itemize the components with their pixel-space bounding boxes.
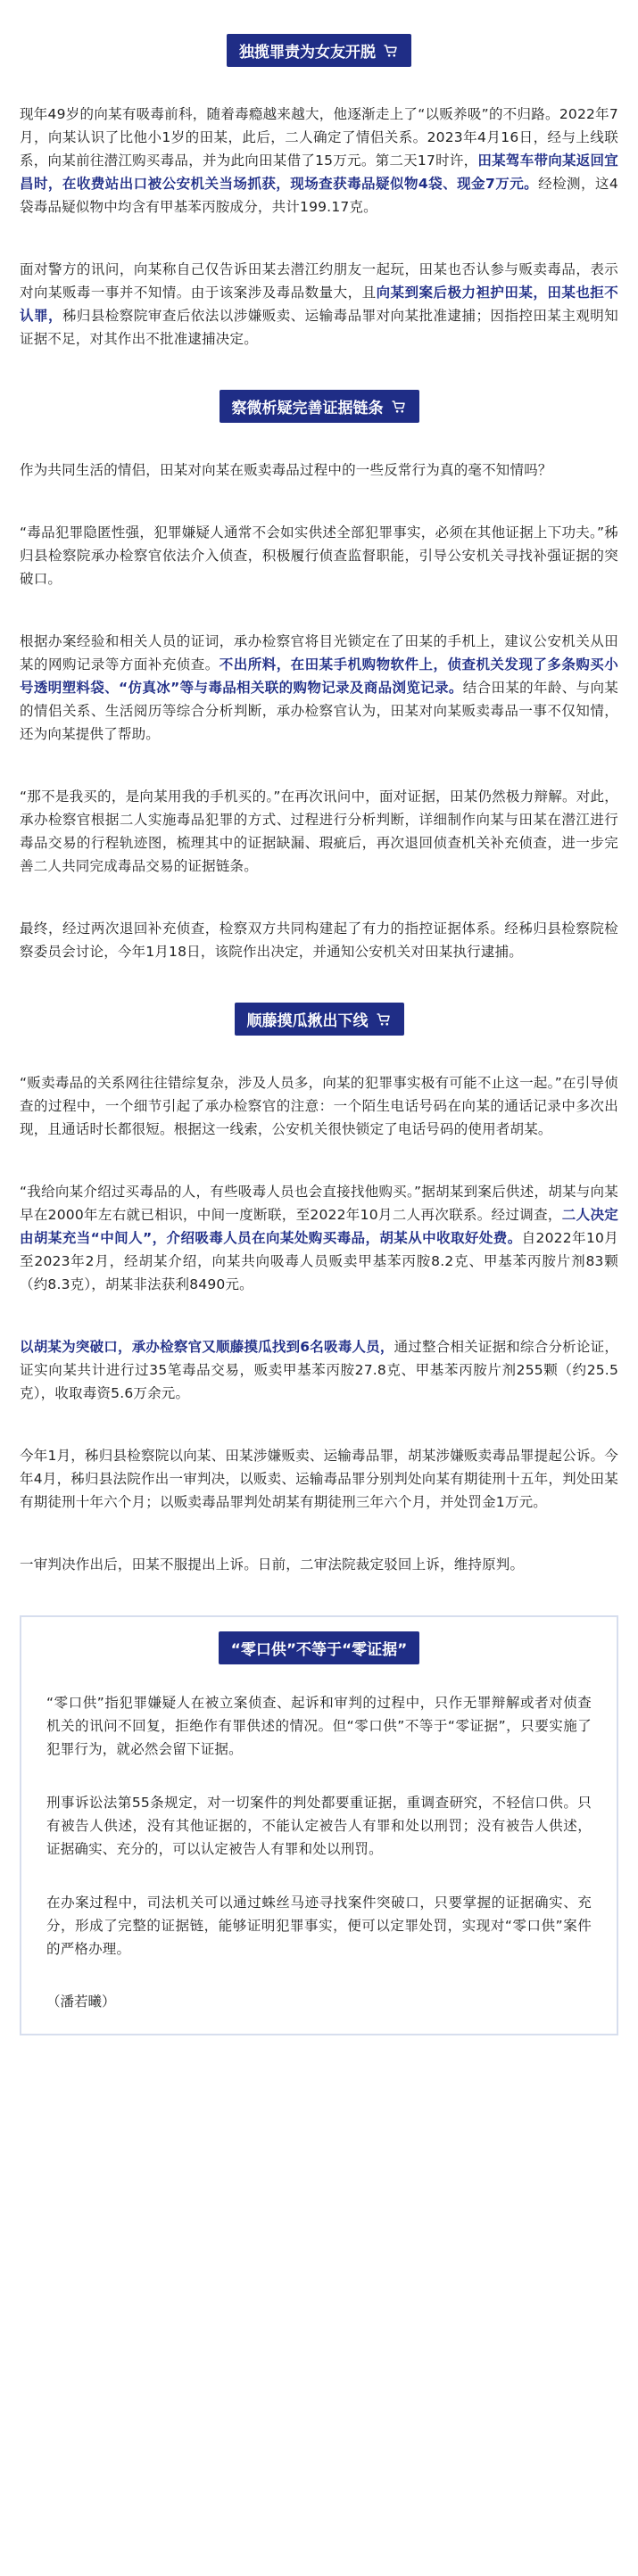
paragraph — [20, 1553, 618, 1576]
highlighted-text: 不出所料，在田某手机购物软件上，侦查机关发现了多条购买小号透明塑料袋、“仿真冰”等与毒品相关联的购物记录及商品浏览记录。 — [20, 656, 618, 696]
author-signature: （潘若曦） — [46, 1994, 116, 2010]
section-title-wrap — [20, 34, 618, 67]
paragraph — [46, 1791, 592, 1861]
paragraph — [20, 521, 618, 590]
section-title — [219, 1631, 420, 1664]
paragraph-text: “我给向某介绍过买毒品的人，有些吸毒人员也会直接找他购买。”据胡某到案后供述，胡某与向某早在2000年左右就已相识，中间一度断联，至2022年10月二人再次联系。经过调查， — [20, 1184, 618, 1223]
paragraph — [20, 103, 618, 219]
section-title-wrap — [46, 1631, 592, 1664]
paragraph-text: 面对警方的讯问，向某称自己仅告诉田某去潜江约朋友一起玩，田某也否认参与贩卖毒品，表示对向某贩毒一事并不知情。由于该案涉及毒品数量大，且 — [20, 261, 618, 301]
paragraph-text: 作为共同生活的情侣，田某对向某在贩卖毒品过程中的一些反常行为真的毫不知情吗？ — [20, 462, 552, 478]
paragraph-text: 通过整合相关证据和综合分析论证，证实向某共计进行过35笔毒品交易，贩卖甲基苯丙胺27.8克、甲基苯丙胺片剂255颗（约25.5克），收取毒资5.6万余元。 — [20, 1339, 619, 1401]
paragraph-text: 今年1月，秭归县检察院以向某、田某涉嫌贩卖、运输毒品罪，胡某涉嫌贩卖毒品罪提起公诉。今年4月，秭归县法院作出一审判决，以贩卖、运输毒品罪分别判处向某有期徒刑十五年，判处田某有期徒刑十年六个月；以贩卖毒品罪判处胡某有期徒刑三年六个月，并处罚金1万元。 — [20, 1448, 618, 1510]
section-title-wrap — [20, 1003, 618, 1036]
highlighted-text: 向某到案后极力袒护田某，田某也拒不认罪， — [20, 285, 618, 324]
article-section — [20, 1003, 618, 1576]
paragraph-text: “那不是我买的，是向某用我的手机买的。”在再次讯问中，面对证据，田某仍然极力辩解。对此，承办检察官根据二人实施毒品犯罪的方式、过程进行分析判断，详细制作向某与田某在潜江进行毒品交易的行程轨迹图，梳理其中的证据缺漏、瑕疵后，再次退回侦查机关补充侦查，进一步完善二人共同完成毒品交易的证据链条。 — [20, 788, 618, 874]
paragraph — [20, 785, 618, 878]
paragraph — [46, 1891, 592, 1961]
paragraph — [20, 1335, 618, 1405]
paragraph-text: “贩卖毒品的关系网往往错综复杂，涉及人员多，向某的犯罪事实极有可能不止这一起。”在引导侦查的过程中，一个细节引起了承办检察官的注意：一个陌生电话号码在向某的通话记录中多次出现，且通话时长都很短。根据这一线索，公安机关很快锁定了电话号码的使用者胡某。 — [20, 1075, 618, 1137]
paragraph — [20, 917, 618, 963]
paragraph-text: 一审判决作出后，田某不服提出上诉。日前，二审法院裁定驳回上诉，维持原判。 — [20, 1556, 525, 1573]
section-title — [220, 390, 419, 423]
highlighted-text: 以胡某为突破口，承办检察官又顺藤摸瓜找到6名吸毒人员， — [20, 1339, 394, 1355]
paragraph — [20, 1180, 618, 1296]
paragraph-text: 经检测，这4袋毒品疑似物中均含有甲基苯丙胺成分，共计199.17克。 — [20, 176, 618, 215]
section-title-text: “零口供”不等于“零证据” — [230, 1641, 408, 1659]
info-box — [20, 1615, 618, 2035]
highlighted-text: 二人决定由胡某充当“中间人”，介绍吸毒人员在向某处购买毒品，胡某从中收取好处费。 — [20, 1207, 618, 1246]
article-section — [20, 34, 618, 351]
paragraph — [20, 258, 618, 351]
highlighted-text: 田某驾车带向某返回宜昌时，在收费站出口被公安机关当场抓获，现场查获毒品疑似物4袋、现金7万元。 — [20, 153, 618, 192]
section-title-text: 察微析疑完善证据链条 — [231, 400, 384, 417]
section-title — [227, 34, 411, 67]
paragraph-text: “毒品犯罪隐匿性强，犯罪嫌疑人通常不会如实供述全部犯罪事实，必须在其他证据上下功夫。”秭归县检察院承办检察官依法介入侦查，积极履行侦查监督职能，引导公安机关寻找补强证据的突破口。 — [20, 524, 618, 587]
section-title-wrap — [20, 390, 618, 423]
section-title-text: 顺藤摸瓜揪出下线 — [246, 1012, 369, 1030]
paragraph-text: 现年49岁的向某有吸毒前科，随着毒瘾越来越大，他逐渐走上了“以贩养吸”的不归路。2022年7月，向某认识了比他小1岁的田某，此后，二人确定了情侣关系。2023年4月16日，经与上线联系，向某前往潜江购买毒品，并为此向田某借了15万元。第二天17时许， — [20, 106, 618, 169]
paragraph-text: 最终，经过两次退回补充侦查，检察双方共同构建起了有力的指控证据体系。经秭归县检察院检察委员会讨论，今年1月18日，该院作出决定，并通知公安机关对田某执行逮捕。 — [20, 921, 618, 960]
cart-icon — [383, 43, 399, 59]
paragraph — [46, 1691, 592, 1761]
paragraph-text: 在办案过程中，司法机关可以通过蛛丝马迹寻找案件突破口，只要掌握的证据确实、充分，形成了完整的证据链，能够证明犯罪事实，便可以定罪处罚，实现对“零口供”案件的严格办理。 — [46, 1895, 592, 1957]
section-title-text: 独揽罪责为女友开脱 — [239, 44, 376, 62]
paragraph-text: 根据办案经验和相关人员的证词，承办检察官将目光锁定在了田某的手机上，建议公安机关从田某的网购记录等方面补充侦查。 — [20, 633, 618, 673]
paragraph-text: 刑事诉讼法第55条规定，对一切案件的判处都要重证据，重调查研究，不轻信口供。只有被告人供述，没有其他证据的，不能认定被告人有罪和处以刑罚；没有被告人供述，证据确实、充分的，可以认定被告人有罪和处以刑罚。 — [46, 1795, 592, 1857]
section-title — [235, 1003, 404, 1036]
paragraph-text: “零口供”指犯罪嫌疑人在被立案侦查、起诉和审判的过程中，只作无罪辩解或者对侦查机关的讯问不回复，拒绝作有罪供述的情况。但“零口供”不等于“零证据”，只要实施了犯罪行为，就必然会留下证据。 — [46, 1695, 592, 1757]
paragraph — [20, 1071, 618, 1141]
paragraph — [20, 630, 618, 746]
paragraph — [20, 458, 618, 482]
paragraph-text: 秭归县检察院审查后依法以涉嫌贩卖、运输毒品罪对向某批准逮捕；因指控田某主观明知证据不足，对其作出不批准逮捕决定。 — [20, 308, 618, 347]
paragraph — [20, 1444, 618, 1514]
paragraph-text: 结合田某的年龄、与向某的情侣关系、生活阅历等综合分析判断，承办检察官认为，田某对向某贩卖毒品一事不仅知情，还为向某提供了帮助。 — [20, 680, 619, 742]
cart-icon — [391, 399, 407, 415]
cart-icon — [376, 1011, 392, 1028]
article-section — [20, 390, 618, 963]
paragraph-text: 自2022年10月至2023年2月，经胡某介绍，向某共向吸毒人员贩卖甲基苯丙胺8.2克、甲基苯丙胺片剂83颗（约8.3克），胡某非法获利8490元。 — [20, 1230, 618, 1292]
